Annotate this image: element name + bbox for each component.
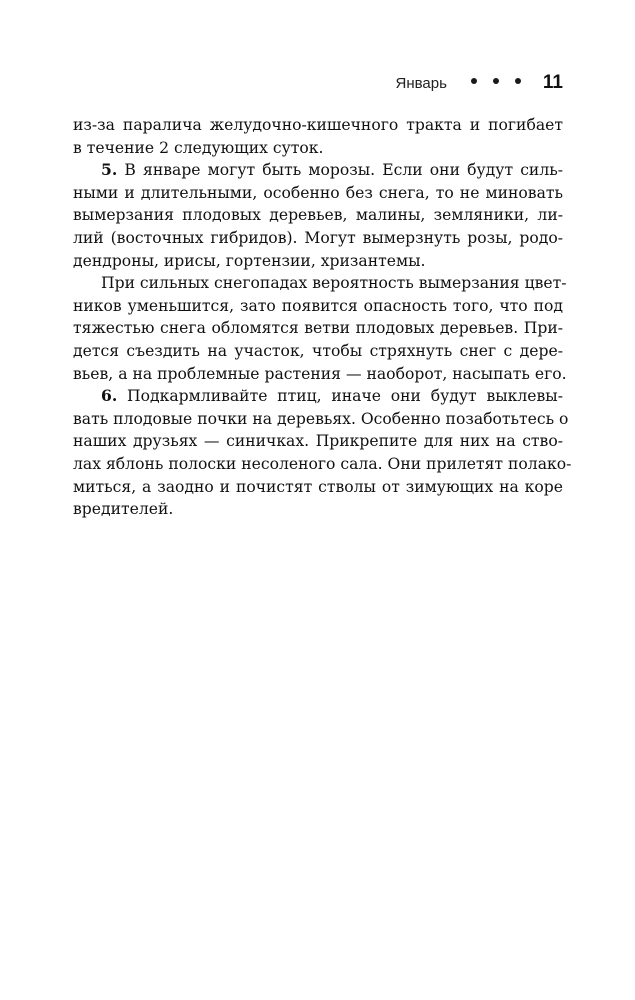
paragraph-continuation bbox=[73, 114, 563, 159]
paragraph-item-5 bbox=[73, 159, 563, 272]
running-header bbox=[395, 72, 563, 94]
bullet-dot-icon bbox=[471, 78, 477, 84]
body-text bbox=[73, 114, 572, 521]
text-line: вымерзания плодовых деревьев, малины, земляники, ли- bbox=[73, 206, 563, 225]
text-line: лах яблонь полоски несоленого сала. Они прилетят полако- bbox=[73, 454, 572, 473]
bullet-dot-icon bbox=[515, 78, 521, 84]
text-line bbox=[73, 385, 563, 408]
text-line bbox=[73, 159, 563, 182]
text-line: тяжестью снега обломятся ветви плодовых деревьев. При- bbox=[73, 319, 563, 338]
text-line: лий (восточных гибридов). Могут вымерзнуть розы, родо- bbox=[73, 228, 563, 247]
text-line: ными и длительными, особенно без снега, то не миновать bbox=[73, 183, 563, 202]
text-line: вредителей. bbox=[73, 500, 174, 519]
text-line: вьев, а на проблемные растения — наоборот, насыпать его. bbox=[73, 364, 567, 383]
text-line: в течение 2 следующих суток. bbox=[73, 138, 324, 157]
paragraph-snowfall bbox=[73, 272, 567, 385]
section-title: Январь bbox=[395, 75, 447, 92]
text-line: из-за паралича желудочно-кишечного тракта и погибает bbox=[73, 116, 563, 134]
text-line: ников уменьшится, зато появится опасность того, что под bbox=[73, 296, 563, 315]
item-number: 5. bbox=[101, 160, 118, 180]
bullet-dot-icon bbox=[493, 78, 499, 84]
text-line: наших друзьях — синичках. Прикрепите для них на ство- bbox=[73, 432, 563, 451]
text-line: При сильных снегопадах вероятность вымерзания цвет- bbox=[101, 274, 567, 293]
text-fragment: Подкармливайте птиц, иначе они будут выклевы- bbox=[117, 387, 563, 406]
text-line: вать плодовые почки на деревьях. Особенно позаботьтесь о bbox=[73, 409, 569, 428]
header-dots bbox=[463, 78, 529, 84]
item-number: 6. bbox=[101, 386, 118, 406]
paragraph-item-6 bbox=[73, 385, 572, 521]
text-line: миться, а заодно и почистят стволы от зимующих на коре bbox=[73, 477, 563, 496]
text-line: дется съездить на участок, чтобы стряхнуть снег с дере- bbox=[73, 341, 563, 360]
page-number: 11 bbox=[542, 72, 563, 93]
text-line: дендроны, ирисы, гортензии, хризантемы. bbox=[73, 251, 426, 270]
text-fragment: В январе могут быть морозы. Если они будут силь- bbox=[117, 161, 563, 180]
